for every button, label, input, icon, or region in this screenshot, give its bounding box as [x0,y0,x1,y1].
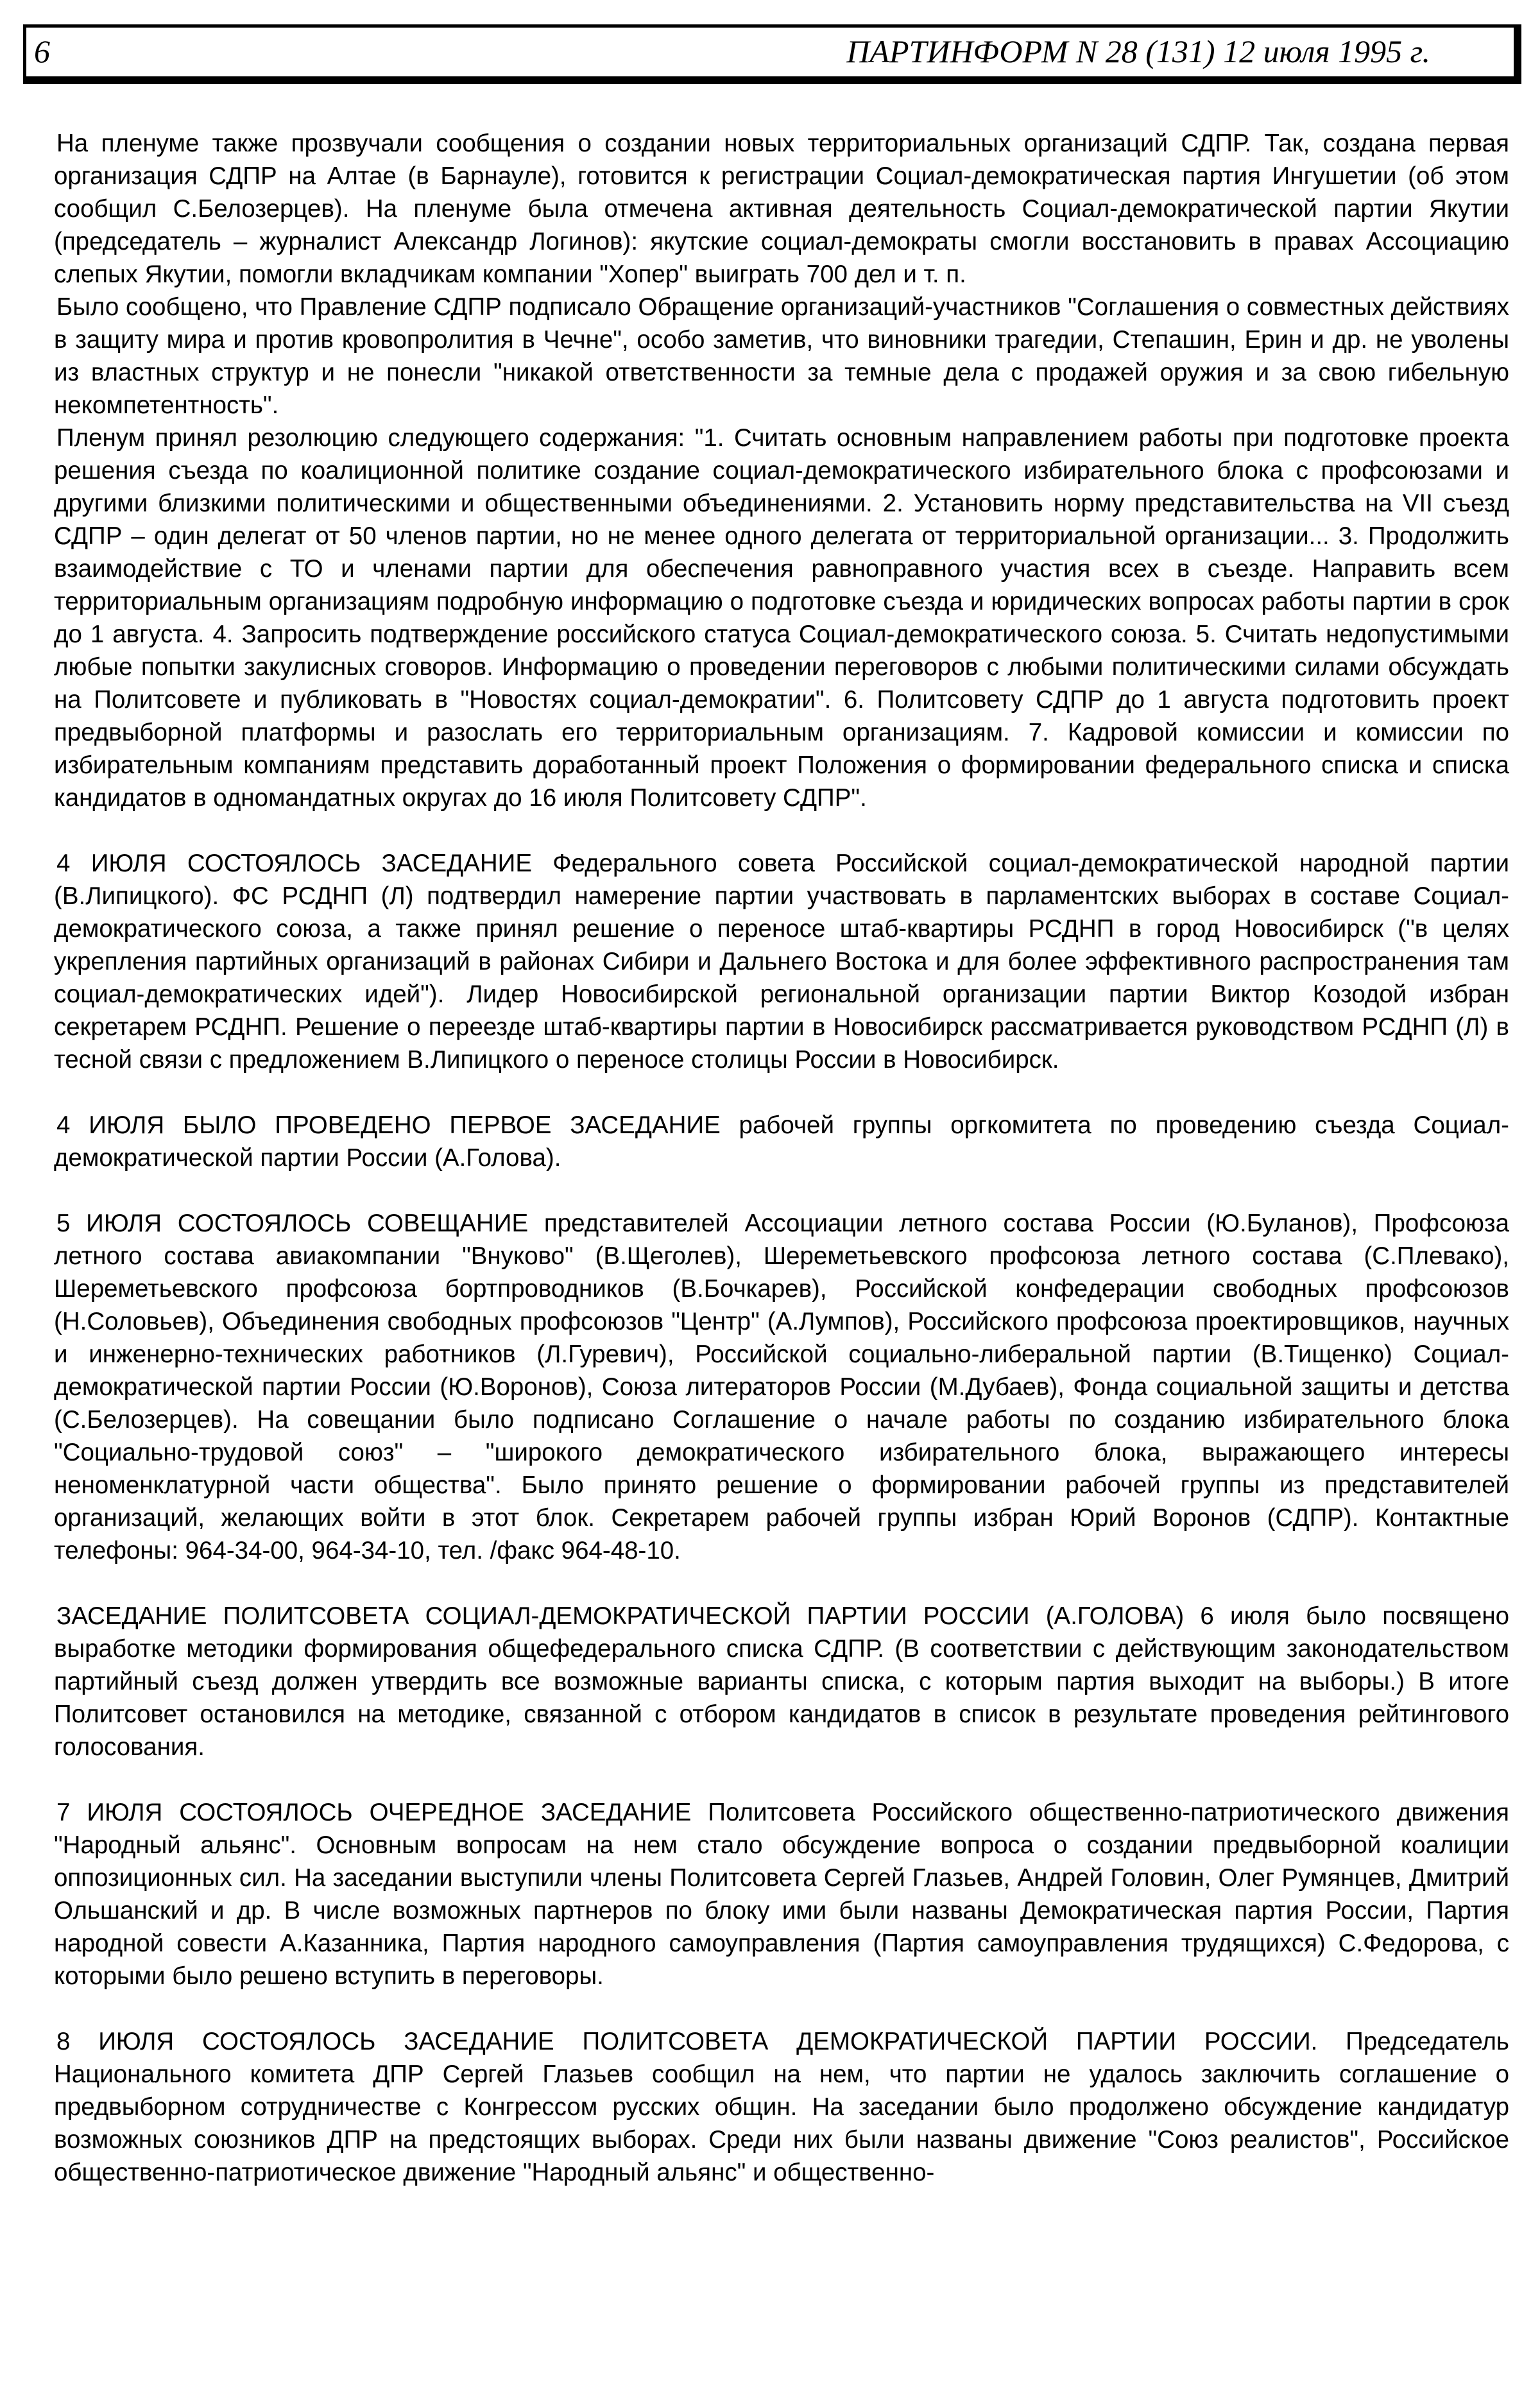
paragraph-plenum-resolution: Пленум принял резолюцию следующего содержания: "1. Считать основным направлением работы при подготовке проекта решения съезда по коалиционной политике создание социал-демократического избирательного блока с профсоюзами и другими близкими политическими и общественными объединениями. 2. Установить норму представительства на VII съезд СДПР – один делегат от 50 членов партии, но не менее одного делегата от территориальной организации... 3. Продолжить взаимодействие с ТО и членами партии для обеспечения равноправного участия всех в съезде. Направить всем территориальным организациям подробную информацию о подготовке съезда и юридических вопросах работы партии в срок до 1 августа. 4. Запросить подтверждение российского статуса Социал-демократического союза. 5. Считать недопустимыми любые попытки закулисных сговоров. Информацию о проведении переговоров с любыми политическими силами обсуждать на Политсовете и публиковать в "Новостях социал-демократии". 6. Политсовету СДПР до 1 августа подготовить проект предвыборной платформы и разослать его территориальным организациям. 7. Кадровой комиссии и комиссии по избирательным компаниям представить доработанный проект Положения о формировании федерального списка и списка кандидатов в одномандатных округах до 16 июля Политсовету СДПР". [54,424,1509,812]
paragraph-politsovet-sdpr: ЗАСЕДАНИЕ ПОЛИТСОВЕТА СОЦИАЛ-ДЕМОКРАТИЧЕСКОЙ ПАРТИИ РОССИИ (А.ГОЛОВА) 6 июля было посвящено выработке методики формирования общефедерального списка СДПР. (В соответствии с действующим законодательством партийный съезд должен утвердить все возможные варианты списка, с которым партия выходит на выборы.) В итоге Политсовет остановился на методике, связанной с отбором кандидатов в список в результате проведения рейтингового голосования. [54,1602,1509,1761]
paragraph-gap [54,1174,1509,1207]
article-body [54,127,1509,2189]
paragraph-gap [54,1992,1509,2025]
paragraph-gap [54,1076,1509,1109]
paragraph-july4-federal-council: 4 ИЮЛЯ СОСТОЯЛОСЬ ЗАСЕДАНИЕ Федерального совета Российской социал-демократической народной партии (В.Липицкого). ФС РСДНП (Л) подтвердил намерение партии участвовать в парламентских выборах в составе Социал-демократического союза, а также принял решение о переносе штаб-квартиры РСДНП в город Новосибирск ("в целях укрепления партийных организаций в районах Сибири и Дальнего Востока и для более эффективного распространения там социал-демократических идей"). Лидер Новосибирской региональной организации партии Виктор Козодой избран секретарем РСДНП. Решение о переезде штаб-квартиры партии в Новосибирск рассматривается руководством РСДНП (Л) в тесной связи с предложением В.Липицкого о переносе столицы России в Новосибирск. [54,850,1509,1074]
page-number: 6 [34,33,50,69]
paragraph-board-appeal: Было сообщено, что Правление СДПР подписало Обращение организаций-участников "Соглашения о совместных действиях в защиту мира и против кровопролития в Чечне", особо заметив, что виновники трагедии, Степашин, Ерин и др. не уволены из властных структур и не понесли "никакой ответственности за темные дела с продажей оружия и за свою гибельную некомпетентность". [54,293,1509,419]
paragraph-july8-dpr: 8 ИЮЛЯ СОСТОЯЛОСЬ ЗАСЕДАНИЕ ПОЛИТСОВЕТА ДЕМОКРАТИЧЕСКОЙ ПАРТИИ РОССИИ. Председатель Национального комитета ДПР Сергей Глазьев сообщил на нем, что партии не удалось заключить соглашение о предвыборном сотрудничестве с Конгрессом русских общин. На заседании было продолжено обсуждение кандидатур возможных союзников ДПР на предстоящих выборах. Среди них были названы движение "Союз реалистов", Российское общественно-патриотическое движение "Народный альянс" и общественно- [54,2028,1509,2186]
paragraph-plenum-news: На пленуме также прозвучали сообщения о создании новых территориальных организаций СДПР. Так, создана первая организация СДПР на Алтае (в Барнауле), готовится к регистрации Социал-демократическая партия Ингушетии (об этом сообщил С.Белозерцев). На пленуме была отмечена активная деятельность Социал-демократической партии Якутии (председатель – журналист Александр Логинов): якутские социал-демократы смогли восстановить в правах Ассоциацию слепых Якутии, помогли вкладчикам компании "Хопер" выиграть 700 дел и т. п. [54,130,1509,288]
paragraph-july4-orgcommittee: 4 ИЮЛЯ БЫЛО ПРОВЕДЕНО ПЕРВОЕ ЗАСЕДАНИЕ рабочей группы оргкомитета по проведению съезда Социал-демократической партии России (А.Голова). [54,1111,1509,1172]
paragraph-gap [54,814,1509,847]
paragraph-july7-alliance: 7 ИЮЛЯ СОСТОЯЛОСЬ ОЧЕРЕДНОЕ ЗАСЕДАНИЕ Политсовета Российского общественно-патриотического движения "Народный альянс". Основным вопросам на нем стало обсуждение вопроса о создании предвыборной коалиции оппозиционных сил. На заседании выступили члены Политсовета Сергей Глазьев, Андрей Головин, Олег Румянцев, Дмитрий Ольшанский и др. В числе возможных партнеров по блоку ими были названы Демократическая партия России, Партия народной совести А.Казанника, Партия народного самоуправления (Партия самоуправления трудящихся) С.Федорова, с которыми было решено вступить в переговоры. [54,1799,1509,1990]
page-header [23,24,1521,84]
paragraph-gap [54,1567,1509,1600]
issue-title: ПАРТИНФОРМ N 28 (131) 12 июля 1995 г. [846,33,1430,69]
paragraph-gap [54,1763,1509,1796]
paragraph-july5-meeting: 5 ИЮЛЯ СОСТОЯЛОСЬ СОВЕЩАНИЕ представителей Ассоциации летного состава России (Ю.Буланов), Профсоюза летного состава авиакомпании "Внуково" (В.Щеголев), Шереметьевского профсоюза летного состава (С.Плевако), Шереметьевского профсоюза бортпроводников (В.Бочкарев), Российской конфедерации свободных профсоюзов (Н.Соловьев), Объединения свободных профсоюзов "Центр" (А.Лумпов), Российского профсоюза проектировщиков, научных и инженерно-технических работников (Л.Гуревич), Российской социально-либеральной партии (В.Тищенко) Социал-демократической партии России (Ю.Воронов), Союза литераторов России (М.Дубаев), Фонда социальной защиты и детства (С.Белозерцев). На совещании было подписано Соглашение о начале работы по созданию избирательного блока "Социально-трудовой союз" – "широкого демократического избирательного блока, выражающего интересы неноменклатурной части общества". Было принято решение о формировании рабочей группы из представителей организаций, желающих войти в этот блок. Секретарем рабочей группы избран Юрий Воронов (СДПР). Контактные телефоны: 964-34-00, 964-34-10, тел. /факс 964-48-10. [54,1210,1509,1564]
